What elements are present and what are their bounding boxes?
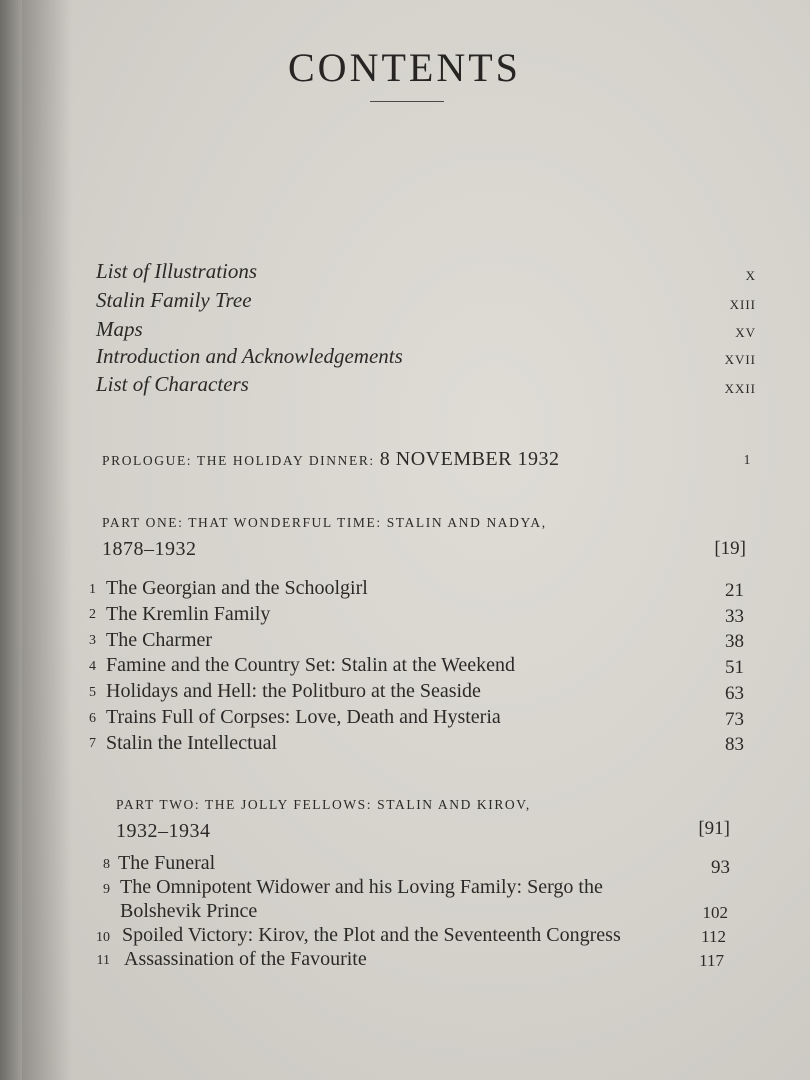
page-title: CONTENTS	[288, 45, 521, 90]
chapter-page: 21	[725, 580, 744, 601]
chapter-title: The Omnipotent Widower and his Loving Family: Sergo the	[120, 876, 603, 898]
chapter-title: Trains Full of Corpses: Love, Death and Hysteria	[106, 706, 501, 728]
chapter-page: 102	[702, 903, 728, 922]
chapter-page: 112	[701, 927, 726, 946]
part-one-heading: PART ONE: THAT WONDERFUL TIME: STALIN AND NADYA,	[102, 515, 547, 530]
chapter-page: 33	[725, 606, 744, 627]
chapter-title: Spoiled Victory: Kirov, the Plot and the Seventeenth Congress	[122, 924, 621, 946]
chapter-page: 93	[711, 857, 730, 878]
chapter-title: Stalin the Intellectual	[106, 732, 278, 754]
chapter-title: The Charmer	[106, 629, 213, 651]
chapter-page: 63	[725, 683, 744, 704]
chapter-number: 6	[89, 711, 96, 726]
front-matter-label: Stalin Family Tree	[96, 288, 252, 312]
chapter-page: 73	[725, 709, 744, 730]
chapter-page: 83	[725, 734, 744, 755]
chapter-number: 4	[89, 659, 96, 674]
chapter-number: 8	[103, 857, 110, 872]
chapter-title: The Funeral	[118, 852, 216, 874]
part-two-years: 1932–1934	[116, 820, 211, 842]
title-rule	[370, 101, 444, 102]
front-matter-label: Introduction and Acknowledgements	[96, 344, 403, 368]
prologue-date: 8 NOVEMBER 1932	[379, 448, 560, 470]
chapter-number: 9	[103, 882, 110, 897]
chapter-number: 5	[89, 685, 96, 700]
prologue-entry	[102, 448, 560, 471]
part-two-heading: PART TWO: THE JOLLY FELLOWS: STALIN AND KIROV,	[116, 797, 531, 812]
front-matter-page: XIII	[729, 297, 756, 312]
chapter-page: 51	[725, 657, 744, 678]
chapter-page: 117	[699, 951, 724, 970]
chapter-title: Holidays and Hell: the Politburo at the Seaside	[106, 680, 481, 702]
chapter-title: Assassination of the Favourite	[124, 948, 367, 970]
part-one-years: 1878–1932	[102, 538, 197, 560]
front-matter-label: List of Illustrations	[96, 259, 258, 283]
part-one-page: [19]	[714, 538, 746, 559]
chapter-number: 3	[89, 633, 96, 648]
part-two-page: [91]	[698, 818, 730, 839]
gutter-shadow	[22, 0, 72, 1080]
front-matter-label: List of Characters	[96, 372, 249, 396]
chapter-number: 1	[89, 582, 96, 597]
chapter-title: Famine and the Country Set: Stalin at the Weekend	[106, 654, 516, 676]
front-matter-page: XXII	[724, 381, 756, 396]
chapter-number: 11	[96, 953, 110, 968]
front-matter-page: X	[745, 268, 756, 283]
front-matter-page: XVII	[724, 352, 756, 367]
chapter-title: The Georgian and the Schoolgirl	[106, 577, 368, 599]
chapter-number: 7	[89, 736, 96, 751]
prologue-label: PROLOGUE: THE HOLIDAY DINNER:	[102, 453, 375, 468]
chapter-number: 10	[96, 930, 110, 945]
chapter-page: 38	[725, 631, 744, 652]
chapter-title: The Kremlin Family	[106, 603, 271, 625]
front-matter-page: XV	[735, 325, 756, 340]
front-matter-label: Maps	[96, 317, 143, 341]
chapter-title-continued: Bolshevik Prince	[120, 900, 258, 922]
prologue-page: 1	[743, 452, 752, 467]
chapter-number: 2	[89, 607, 96, 622]
